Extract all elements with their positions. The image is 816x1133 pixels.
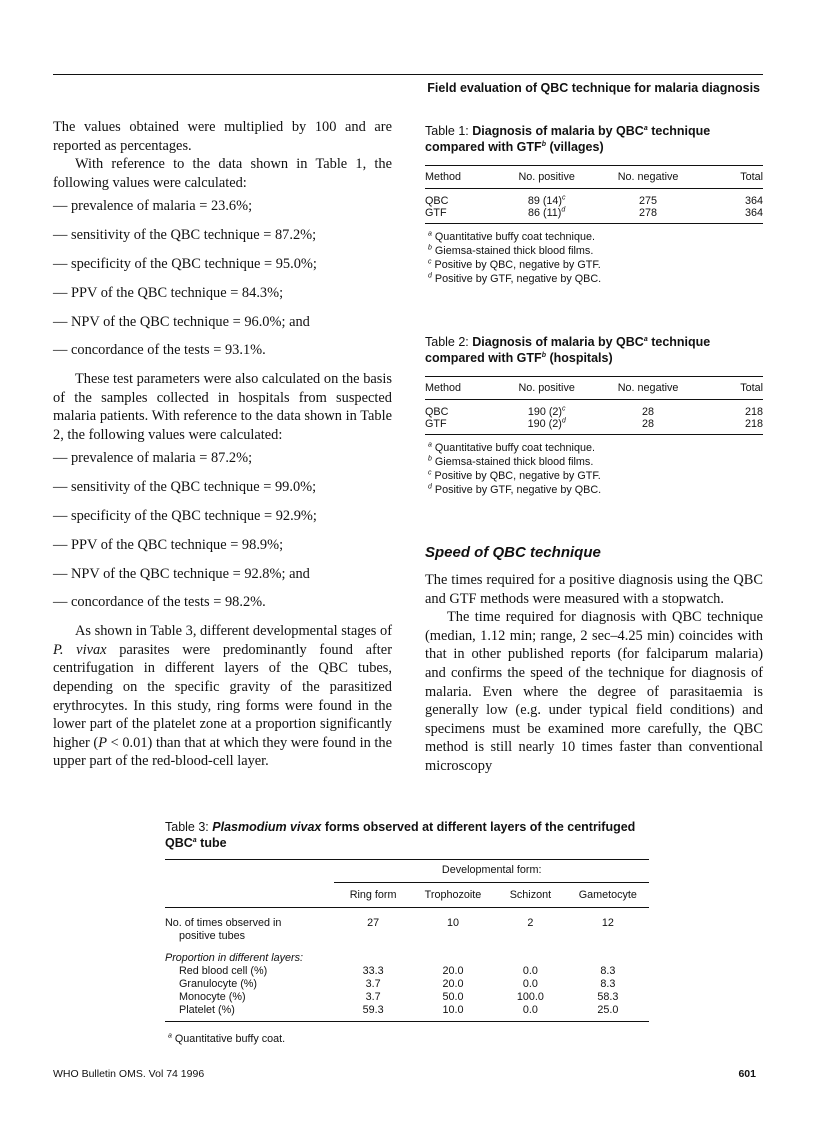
list-item: — NPV of the QBC technique = 92.8%; and bbox=[53, 565, 310, 582]
table-row: GTF 190 $(2)^d$ 28 218 bbox=[425, 418, 763, 435]
column-header: Method bbox=[425, 377, 499, 400]
table-row: QBC 89 $(14)^c$ 275 364 bbox=[425, 194, 763, 207]
table-1-title: Table 1: Diagnosis of malaria by QBC$^a$ technique compared with GTF$^b$ (villages) bbox=[425, 124, 711, 154]
paragraph: These test parameters were also calculated on the basis of the samples collected in hospitals from suspected malaria patients. With reference to the data shown in Table 2, the following values were calculated: bbox=[53, 371, 392, 443]
table-3-title: Table 3: Plasmodium vivax forms observed at different layers of the centrifuged QBC$^a$ tube bbox=[165, 820, 636, 850]
column-header: Total bbox=[702, 166, 763, 189]
table-row: Platelet (%) 59.3 10.0 0.0 25.0 bbox=[165, 1004, 649, 1022]
list-item: — sensitivity of the QBC technique = 99.0%; bbox=[53, 479, 317, 496]
group-header: Developmental form: bbox=[334, 860, 649, 883]
column-header: No. negative bbox=[594, 377, 702, 400]
column-header: Trophozoite bbox=[412, 883, 494, 908]
table-1-grid bbox=[425, 165, 763, 224]
column-header: Schizont bbox=[494, 883, 567, 908]
table-row: Proportion in different layers: bbox=[165, 952, 304, 964]
paragraph: The time required for diagnosis with QBC technique (median, 1.12 min; range, 2 sec–4.25 min) coincides with that in other published reports (for falciparum malaria) and confirms the speed of the technique for diagnosis of malaria. Even where the degree of parasitaemia is generally low (e.g. under typical field conditions) and specimens must be examined more carefully, the QBC method is still nearly 10 times faster than conventional microscopy bbox=[425, 609, 763, 774]
column-header: No. negative bbox=[594, 166, 702, 189]
header-rule bbox=[53, 74, 763, 75]
list-item: — NPV of the QBC technique = 96.0%; and bbox=[53, 313, 310, 330]
table-row: Monocyte (%) 3.7 50.0 100.0 58.3 bbox=[179, 991, 619, 1003]
table-2-grid bbox=[425, 376, 763, 435]
table-row: Granulocyte (%) 3.7 20.0 0.0 8.3 bbox=[179, 978, 616, 990]
table-3-notes: $^a$ Quantitative buffy coat. bbox=[168, 1032, 286, 1045]
list-item: — prevalence of malaria = 87.2%; bbox=[53, 450, 253, 467]
list-item: — PPV of the QBC technique = 98.9%; bbox=[53, 536, 284, 553]
table-2-title: Table 2: Diagnosis of malaria by QBC$^a$ technique compared with GTF$^b$ (hospitals) bbox=[425, 335, 711, 365]
column-header: No. positive bbox=[499, 166, 594, 189]
table-2-notes: $^a$ Quantitative buffy coat technique. $^b$ Giemsa-stained thick blood films. $^c$ Positive by QBC, negative by GTF. $^d$ Positive by GTF, negative by QBC. bbox=[428, 441, 602, 496]
list-item: — PPV of the QBC technique = 84.3%; bbox=[53, 284, 284, 301]
list-item: — concordance of the tests = 98.2%. bbox=[53, 594, 266, 611]
table-row: GTF 86 $(11)^d$ 278 364 bbox=[425, 207, 763, 224]
table-1 bbox=[425, 124, 763, 286]
table-row: positive tubes bbox=[179, 930, 246, 942]
paragraph: With reference to the data shown in Table 1, the following values were calculated: bbox=[53, 156, 392, 191]
list-item: — specificity of the QBC technique = 92.9%; bbox=[53, 508, 317, 524]
list-item: — concordance of the tests = 93.1%. bbox=[53, 342, 266, 359]
section-heading: Speed of QBC technique bbox=[425, 544, 601, 561]
table-row: QBC 190 $(2)^c$ 28 218 bbox=[425, 405, 763, 418]
list-item: — prevalence of malaria = 23.6%; bbox=[53, 198, 253, 215]
table-row: No. of times observed in 27 10 2 12 bbox=[165, 917, 614, 929]
footer-journal: WHO Bulletin OMS. Vol 74 1996 bbox=[53, 1068, 205, 1080]
paragraph: As shown in Table 3, different developmental stages of P. vivax parasites were predominantly found after centrifugation in different layers of the QBC tubes, depending on the specific gravity of the parasitized erythrocytes. In this study, ring forms were found in the lower part of the platelet zone at a proportion significantly higher (P < 0.01) than that at which they were found in the upper part of the red-blood-cell layer. bbox=[53, 623, 392, 770]
speed-section-text bbox=[425, 571, 763, 776]
list-item: — sensitivity of the QBC technique = 87.2%; bbox=[53, 227, 317, 244]
left-column bbox=[53, 118, 392, 771]
column-header: Gametocyte bbox=[567, 883, 649, 908]
table-2 bbox=[425, 335, 763, 497]
page-number: 601 bbox=[738, 1068, 756, 1080]
table-1-notes: $^a$ Quantitative buffy coat technique. $^b$ Giemsa-stained thick blood films. $^c$ Positive by QBC, negative by GTF. $^d$ Positive by GTF, negative by QBC. bbox=[428, 230, 602, 285]
column-header: Method bbox=[425, 166, 499, 189]
column-header: No. positive bbox=[499, 377, 594, 400]
running-head: Field evaluation of QBC technique for malaria diagnosis bbox=[427, 81, 760, 95]
table-3 bbox=[165, 820, 649, 1046]
column-header: Ring form bbox=[334, 883, 411, 908]
table-row: Red blood cell (%) 33.3 20.0 0.0 8.3 bbox=[179, 965, 616, 977]
column-header: Total bbox=[702, 377, 763, 400]
paragraph: The times required for a positive diagnosis using the QBC and GTF methods were measured with a stopwatch. bbox=[425, 572, 763, 607]
table-3-grid bbox=[165, 859, 649, 1022]
list-item: — specificity of the QBC technique = 95.0%; bbox=[53, 255, 317, 272]
paragraph: The values obtained were multiplied by 100 and are reported as percentages. bbox=[53, 119, 392, 154]
